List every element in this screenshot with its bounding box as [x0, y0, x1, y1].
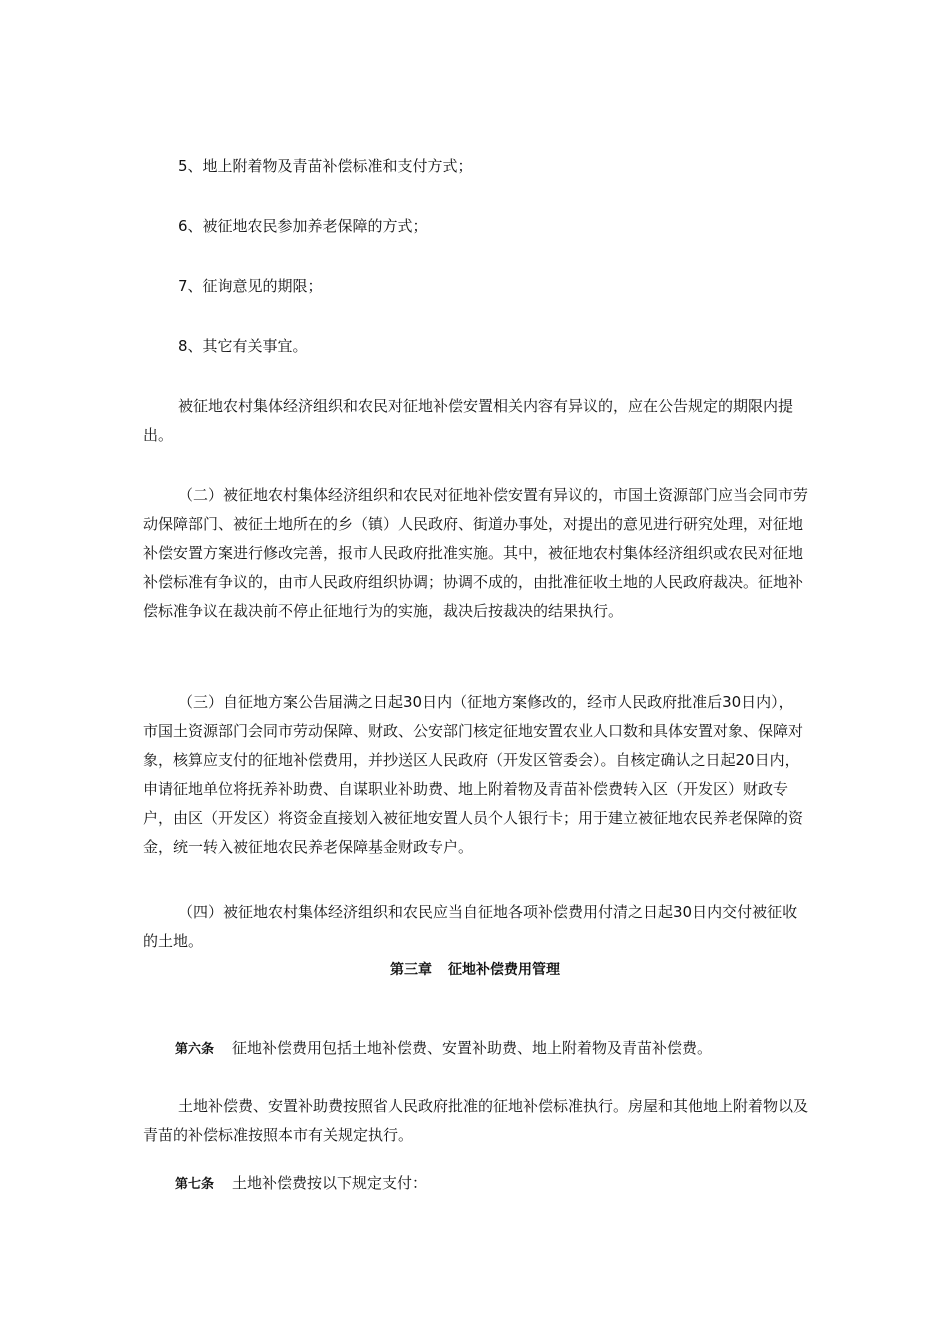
chapter-heading — [0, 960, 950, 980]
section-2-paragraph: （二）被征地农村集体经济组织和农民对征地补偿安置有异议的，市国土资源部门应当会同市劳动保障部门、被征土地所在的乡（镇）人民政府、街道办事处，对提出的意见进行研究处理，对征地补偿安置方案进行修改完善，报市人民政府批准实施。其中，被征地农村集体经济组织或农民对征地补偿标准有争议的，由市人民政府组织协调；协调不成的，由批准征收土地的人民政府裁决。征地补偿标准争议在裁决前不停止征地行为的实施，裁决后按裁决的结果执行。 — [143, 486, 809, 620]
section-4-paragraph: （四）被征地农村集体经济组织和农民应当自征地各项补偿费用付清之日起30日内交付被征收的土地。 — [143, 903, 798, 950]
article-7-text: 土地补偿费按以下规定支付： — [232, 1174, 428, 1192]
chapter-number: 第三章 — [390, 962, 432, 978]
list-item-6: 6、被征地农民参加养老保障的方式； — [178, 217, 428, 235]
article-6-label: 第六条 — [175, 1042, 215, 1057]
article-6-text: 征地补偿费用包括土地补偿费、安置补助费、地上附着物及青苗补偿费。 — [232, 1039, 713, 1057]
article-7 — [175, 1173, 427, 1195]
chapter-title: 征地补偿费用管理 — [448, 962, 560, 978]
section-3-paragraph: （三）自征地方案公告届满之日起30日内（征地方案修改的，经市人民政府批准后30日内），市国土资源部门会同市劳动保障、财政、公安部门核定征地安置农业人口数和具体安置对象、保障对象，核算应支付的征地补偿费用，并抄送区人民政府（开发区管委会）。自核定确认之日起20日内，申请征地单位将抚养补助费、自谋职业补助费、地上附着物及青苗补偿费转入区（开发区）财政专户，由区（开发区）将资金直接划入被征地安置人员个人银行卡；用于建立被征地农民养老保障的资金，统一转入被征地农民养老保障基金财政专户。 — [143, 693, 804, 856]
list-item-8: 8、其它有关事宜。 — [178, 337, 308, 355]
list-item-5: 5、地上附着物及青苗补偿标准和支付方式； — [178, 157, 473, 175]
objection-paragraph: 被征地农村集体经济组织和农民对征地补偿安置相关内容有异议的，应在公告规定的期限内提出。 — [143, 397, 794, 444]
article-6 — [175, 1038, 712, 1060]
article-7-label: 第七条 — [175, 1177, 215, 1192]
list-item-7: 7、征询意见的期限； — [178, 277, 323, 295]
compensation-standards-paragraph: 土地补偿费、安置补助费按照省人民政府批准的征地补偿标准执行。房屋和其他地上附着物以及青苗的补偿标准按照本市有关规定执行。 — [143, 1097, 809, 1144]
